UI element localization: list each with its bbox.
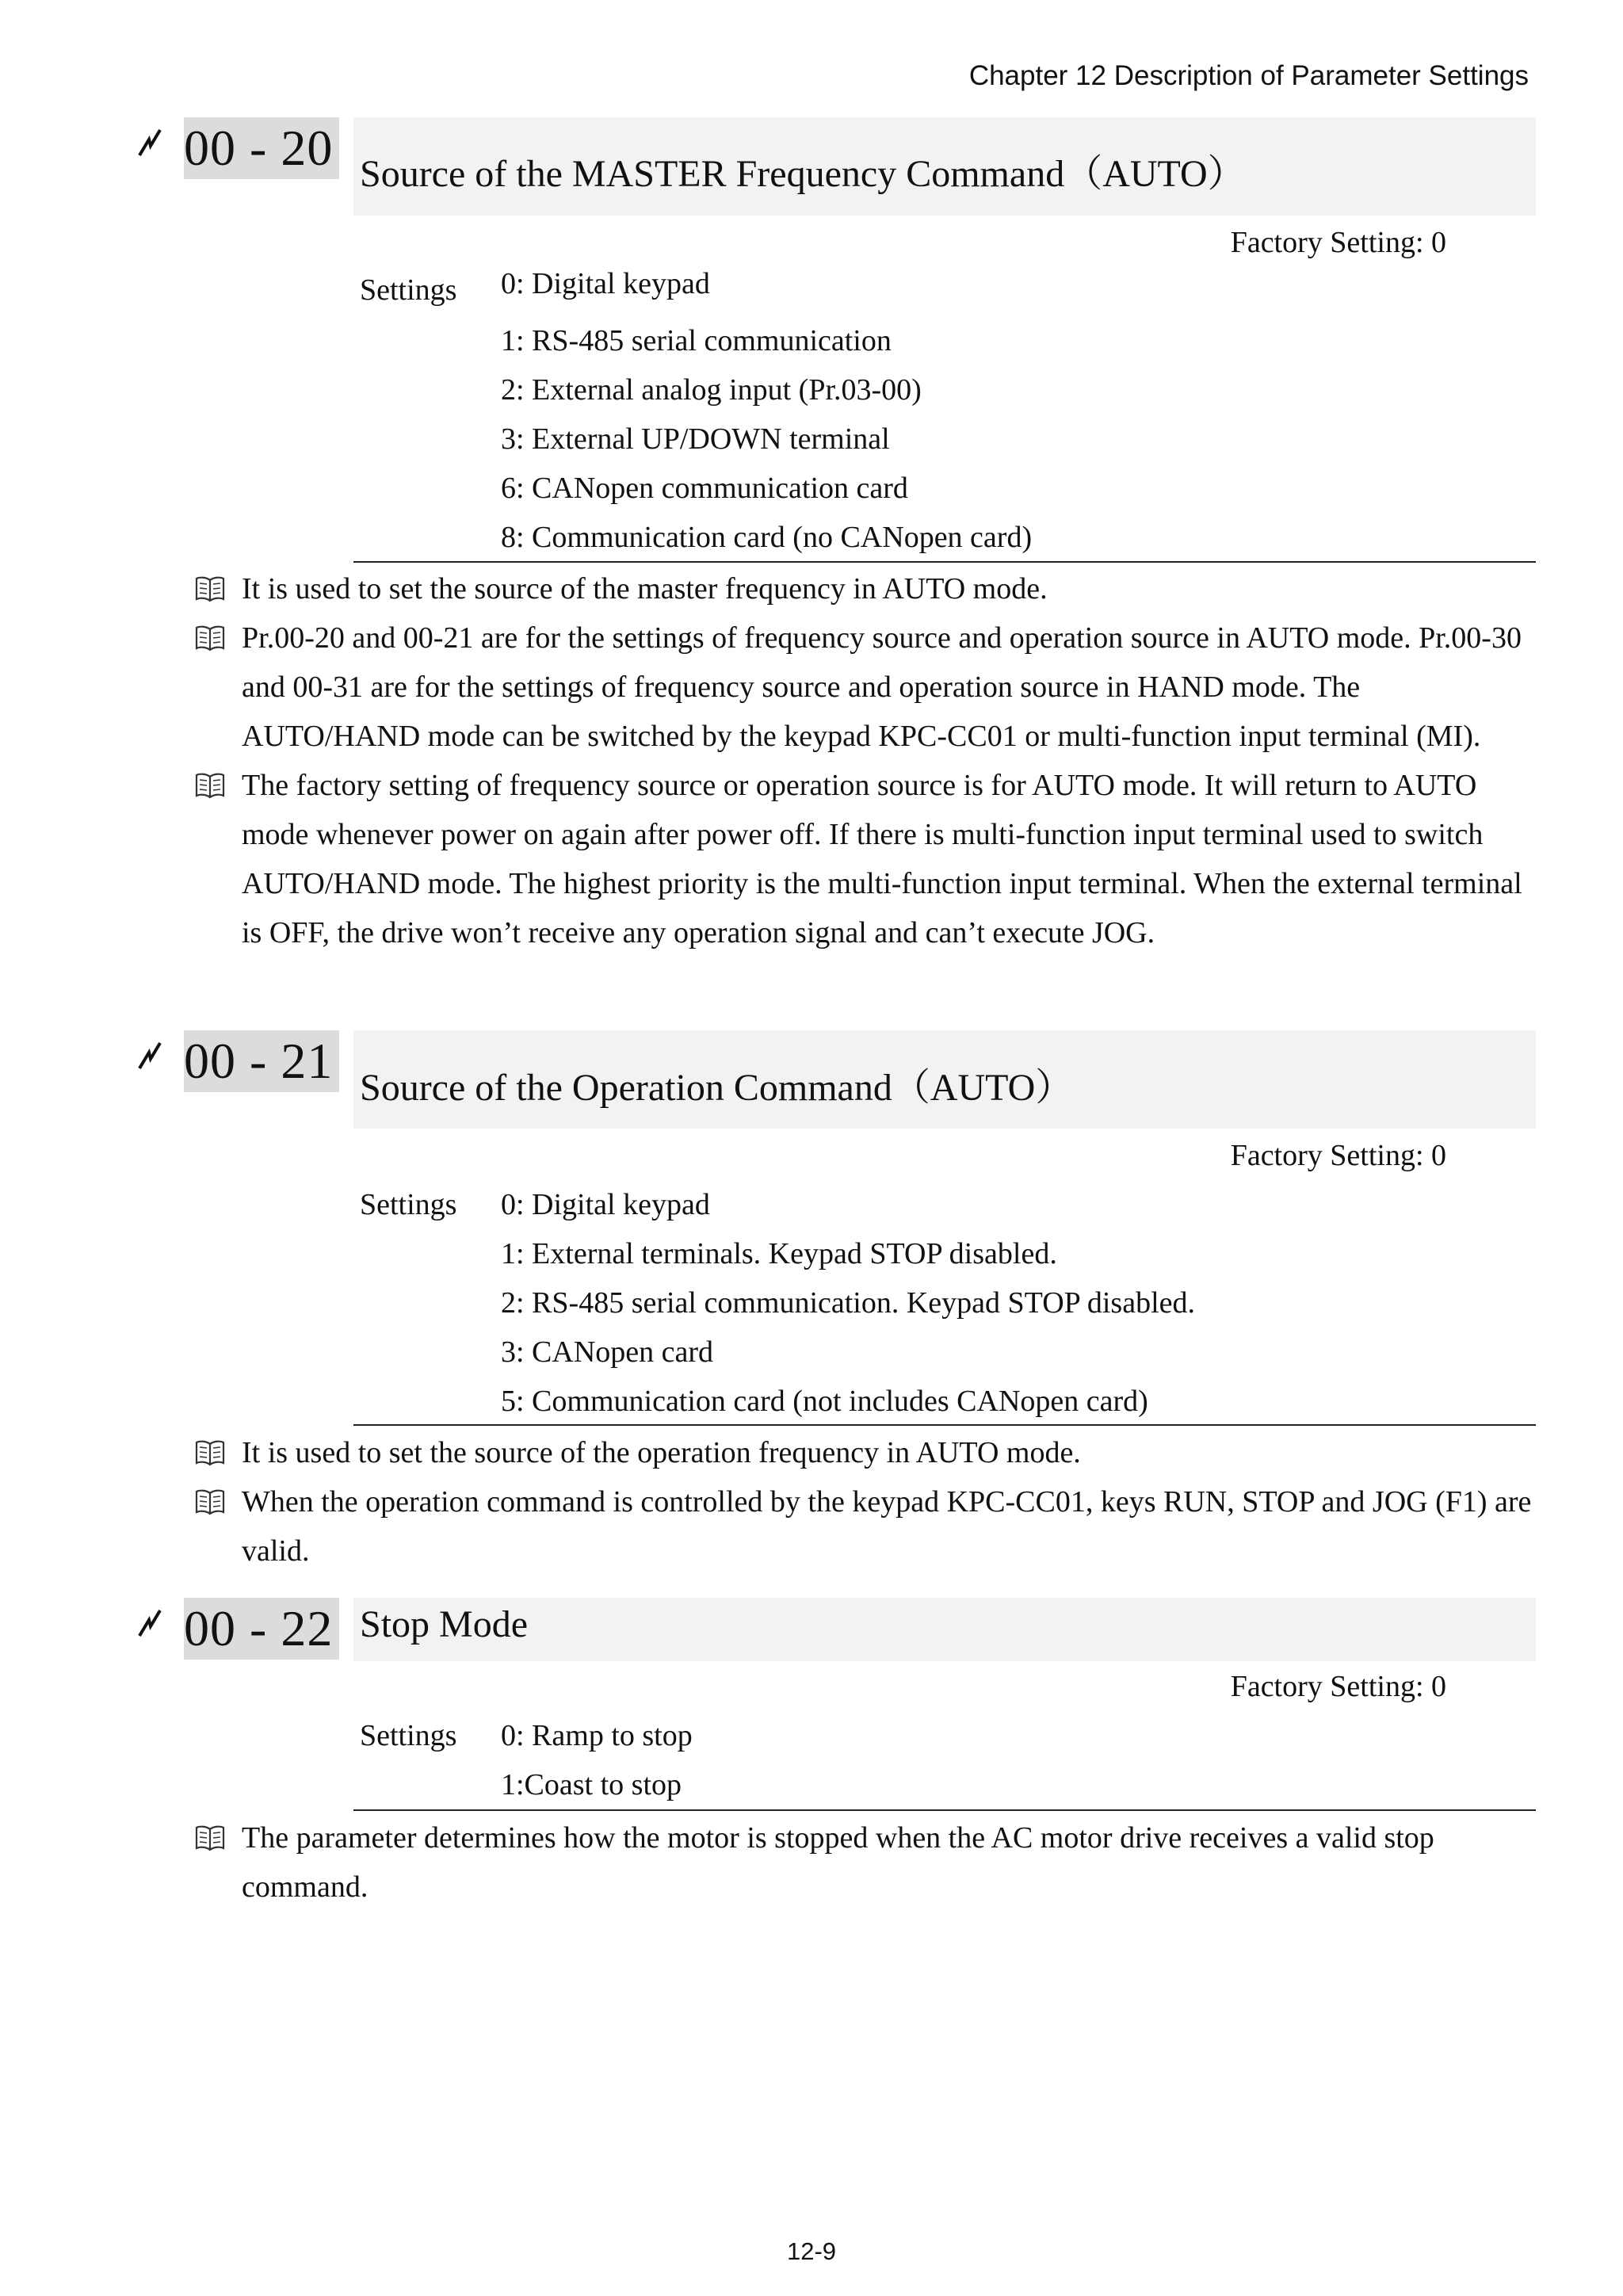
setting-option: 0: Ramp to stop (501, 1719, 693, 1752)
note-text: The factory setting of frequency source or operation source is for AUTO mode. It will return to AUTO mode whenever power on again after power off. If there is multi-function input terminal used to switch AUTO/HAND mode. The highest priority is the multi-function input terminal. When the external terminal is OFF, the drive won’t receive any operation signal and can’t execute JOG. (242, 769, 1522, 949)
note-text: When the operation command is controlled by the keypad KPC-CC01, keys RUN, STOP and JOG (F1) are valid. (242, 1485, 1532, 1568)
page-header: Chapter 12 Description of Parameter Settings (968, 60, 1529, 91)
book-icon (195, 575, 225, 602)
setting-option: 2: External analog input (Pr.03-00) (501, 373, 922, 407)
factory-setting: Factory Setting: 0 (1230, 1139, 1446, 1172)
book-icon (195, 1439, 225, 1466)
parameter-number: 00 - 21 (184, 1030, 339, 1092)
setting-option: 1:Coast to stop (501, 1768, 682, 1801)
note-text: Pr.00-20 and 00-21 are for the settings of frequency source and operation source in AUTO mode. Pr.00-30 and 00-31 are for the settings of frequency source and operation source in HAND mode. The AUTO/HAND mode can be switched by the keypad KPC-CC01 or multi-function input terminal (MI). (242, 621, 1522, 753)
setting-option: 3: CANopen card (501, 1335, 714, 1369)
settings-label: Settings (360, 273, 457, 307)
settings-label: Settings (360, 1188, 457, 1221)
setting-option: 6: CANopen communication card (501, 472, 908, 505)
setting-option: 0: Digital keypad (501, 267, 710, 300)
book-icon (195, 1824, 225, 1851)
factory-setting: Factory Setting: 0 (1230, 1670, 1446, 1703)
setting-option: 1: RS-485 serial communication (501, 324, 892, 357)
setting-option: 2: RS-485 serial communication. Keypad STOP disabled. (501, 1286, 1196, 1320)
setting-option: 1: External terminals. Keypad STOP disabled. (501, 1237, 1057, 1270)
book-icon (195, 625, 225, 651)
book-icon (195, 772, 225, 799)
parameter-number: 00 - 22 (184, 1598, 339, 1660)
book-icon (195, 1488, 225, 1515)
settings-divider (353, 1424, 1536, 1426)
settings-divider (353, 1809, 1536, 1811)
parameter-title: Source of the Operation Command（AUTO） (360, 1067, 1074, 1109)
lightning-icon (133, 1607, 165, 1639)
note-text: It is used to set the source of the master frequency in AUTO mode. (242, 572, 1048, 606)
lightning-icon (133, 127, 165, 159)
setting-option: 8: Communication card (no CANopen card) (501, 521, 1033, 554)
parameter-number: 00 - 20 (184, 117, 339, 179)
note-text: The parameter determines how the motor is stopped when the AC motor drive receives a valid stop command. (242, 1821, 1434, 1904)
setting-option: 0: Digital keypad (501, 1188, 710, 1221)
settings-label: Settings (360, 1719, 457, 1752)
parameter-title: Source of the MASTER Frequency Command（AUTO） (360, 153, 1246, 195)
page-number: 12-9 (786, 2237, 837, 2265)
lightning-icon (133, 1040, 165, 1072)
setting-option: 3: External UP/DOWN terminal (501, 422, 890, 456)
factory-setting: Factory Setting: 0 (1230, 226, 1446, 259)
settings-divider (353, 561, 1536, 563)
parameter-title-bar (353, 1598, 1536, 1661)
note-text: It is used to set the source of the operation frequency in AUTO mode. (242, 1436, 1081, 1469)
parameter-title: Stop Mode (360, 1603, 529, 1645)
setting-option: 5: Communication card (not includes CANopen card) (501, 1385, 1148, 1418)
